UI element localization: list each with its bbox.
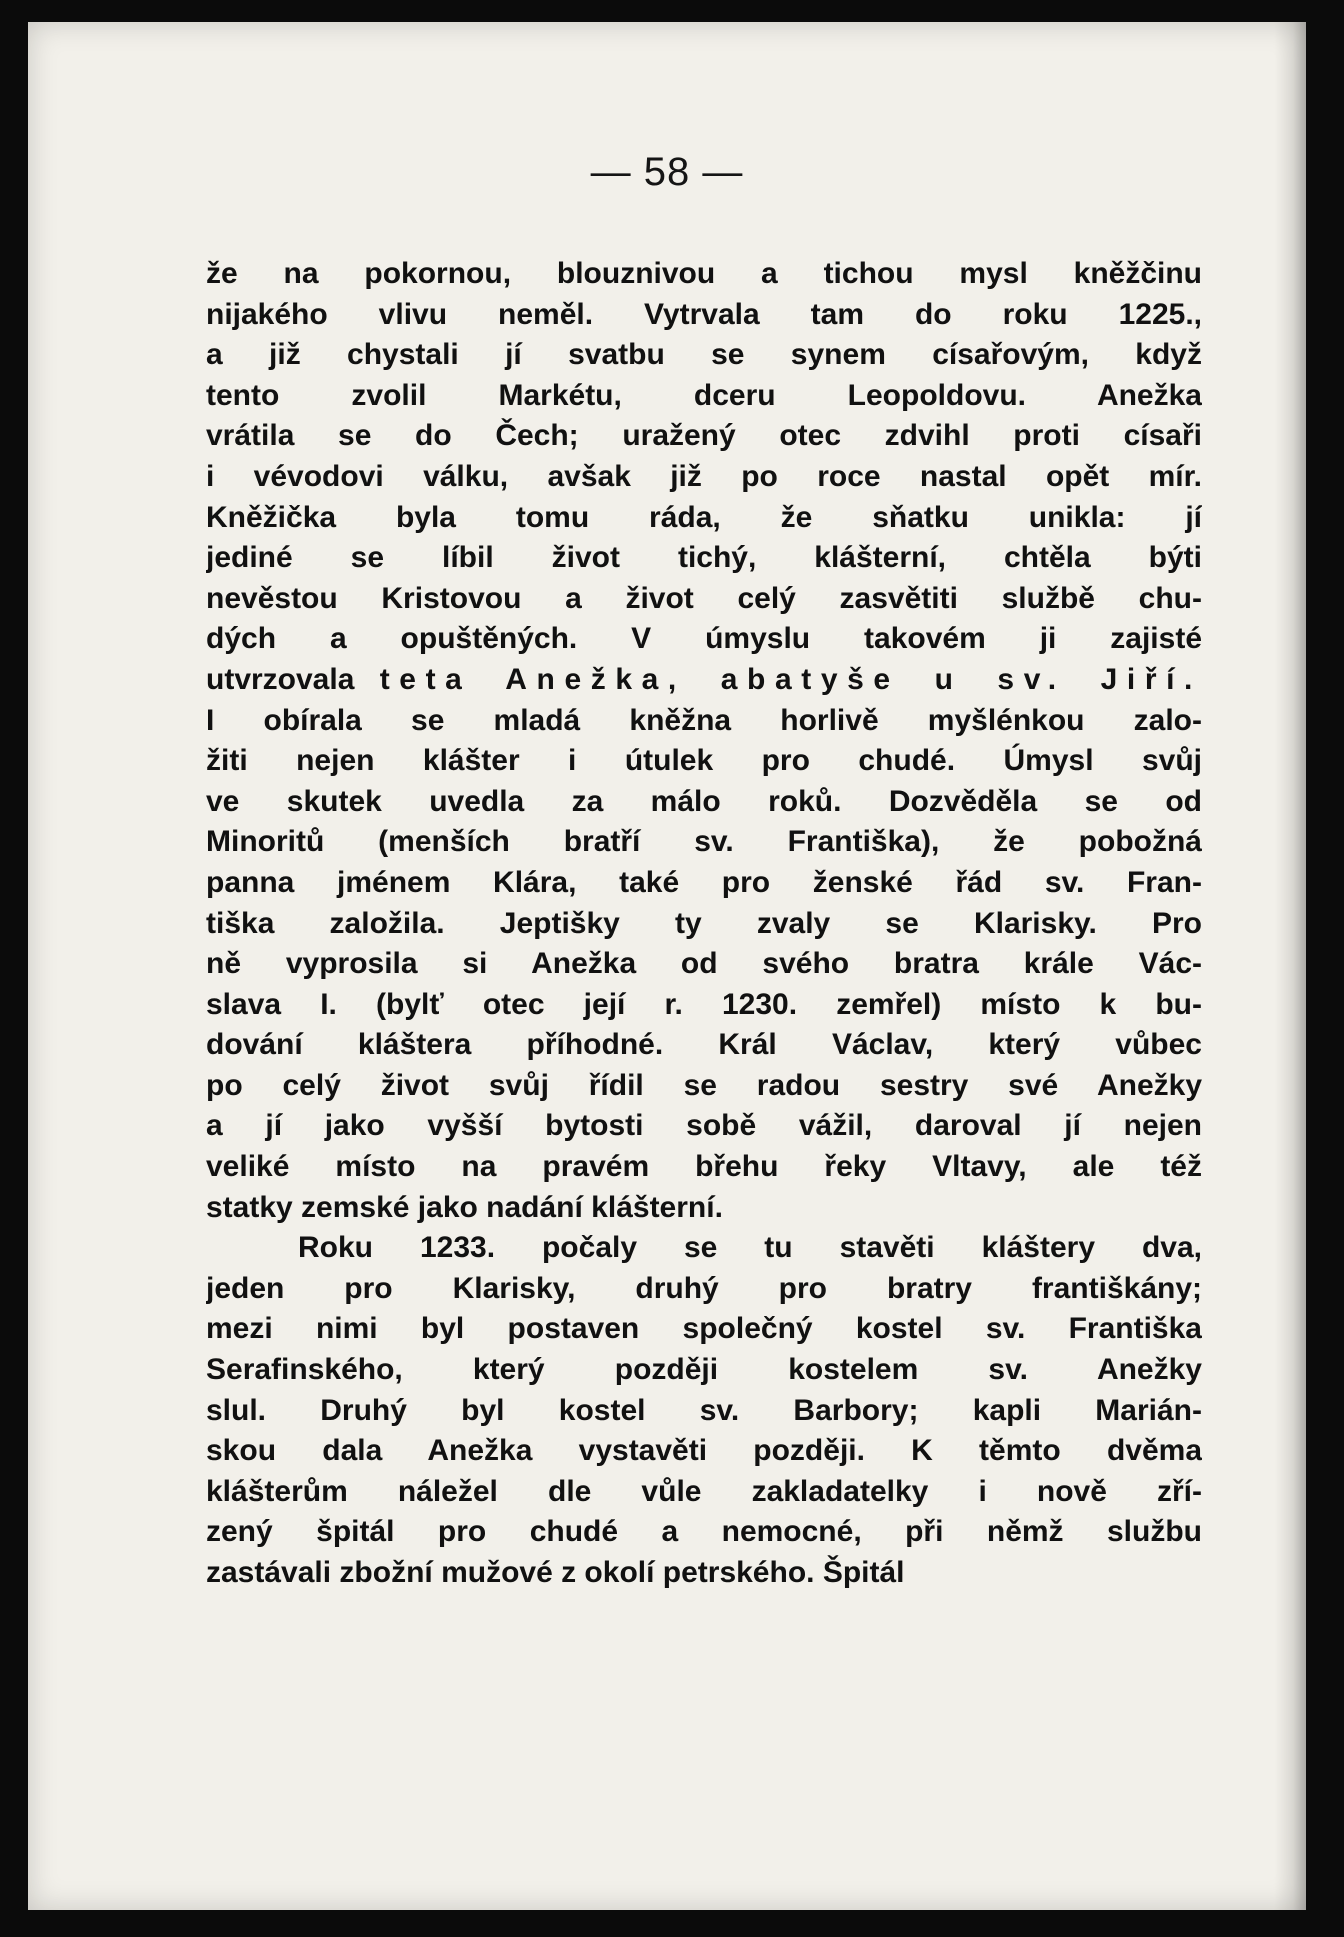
paragraph	[206, 1228, 1202, 1593]
page-number: — 58 —	[590, 150, 744, 194]
text-line: jeden pro Klarisky, druhý pro bratry františkány;	[206, 1271, 1202, 1305]
text-line: Roku 1233. počaly se tu stavěti kláštery dva,	[298, 1231, 1202, 1265]
text-line: a jí jako vyšší bytosti sobě vážil, daroval jí nejen	[206, 1109, 1202, 1143]
text-line: ně vyprosila si Anežka od svého bratra krále Vác-	[206, 947, 1202, 981]
text-line: vrátila se do Čech; uražený otec zdvihl proti císaři	[206, 419, 1202, 453]
text-line: klášterům náležel dle vůle zakladatelky i nově zří-	[206, 1474, 1202, 1508]
text-line: skou dala Anežka vystavěti později. K těmto dvěma	[206, 1434, 1202, 1468]
text-line: po celý život svůj řídil se radou sestry své Anežky	[206, 1068, 1202, 1102]
text-line: slava I. (bylť otec její r. 1230. zemřel) místo k bu-	[206, 987, 1202, 1021]
text-line: zastávali zbožní mužové z okolí petrského. Špitál	[206, 1556, 905, 1589]
emphasized-text: teta Anežka, abatyše u sv. Jiří.	[379, 662, 1202, 696]
text-line: dování kláštera příhodné. Král Václav, který vůbec	[206, 1028, 1202, 1062]
page-shadow	[1274, 22, 1306, 1910]
text-line: nijakého vlivu neměl. Vytrvala tam do roku 1225.,	[206, 297, 1202, 331]
book-page	[28, 22, 1306, 1910]
paragraph	[206, 254, 1202, 1228]
text-line: veliké místo na pravém břehu řeky Vltavy, ale též	[206, 1150, 1202, 1184]
page-text	[206, 254, 1202, 1594]
text-line: statky zemské jako nadání klášterní.	[206, 1190, 723, 1224]
text-line: dých a opuštěných. V úmyslu takovém ji zajisté	[206, 622, 1202, 656]
text-line: slul. Druhý byl kostel sv. Barbory; kapli Marián-	[206, 1393, 1202, 1427]
text-line: mezi nimi byl postaven společný kostel sv. Františka	[206, 1312, 1202, 1346]
text-line: tento zvolil Markétu, dceru Leopoldovu. Anežka	[206, 378, 1202, 412]
text-line: utvrzovala teta Anežka, abatyše u sv. Jiří.	[206, 662, 1202, 696]
text-line: že na pokornou, blouznivou a tichou mysl kněžčinu	[206, 257, 1202, 290]
text-line: a již chystali jí svatbu se synem císařovým, když	[206, 338, 1202, 372]
text-line: žiti nejen klášter i útulek pro chudé. Úmysl svůj	[206, 744, 1202, 778]
text-line: panna jménem Klára, také pro ženské řád sv. Fran-	[206, 865, 1202, 899]
text-line: nevěstou Kristovou a život celý zasvětiti službě chu-	[206, 581, 1202, 615]
text-line: Kněžička byla tomu ráda, že sňatku unikla: jí	[206, 500, 1202, 534]
text-line: i vévodovi válku, avšak již po roce nastal opět mír.	[206, 459, 1202, 493]
text-line: zený špitál pro chudé a nemocné, při němž službu	[206, 1515, 1202, 1549]
text-line: ve skutek uvedla za málo roků. Dozvěděla se od	[206, 784, 1202, 818]
text-line: jediné se líbil život tichý, klášterní, chtěla býti	[206, 541, 1202, 575]
text-line: Serafinského, který později kostelem sv. Anežky	[206, 1353, 1202, 1387]
text-line: I obírala se mladá kněžna horlivě myšlénkou zalo-	[206, 703, 1202, 737]
text-line: tiška založila. Jeptišky ty zvaly se Klarisky. Pro	[206, 906, 1202, 940]
text-line: Minoritů (menších bratří sv. Františka), že pobožná	[206, 825, 1202, 859]
